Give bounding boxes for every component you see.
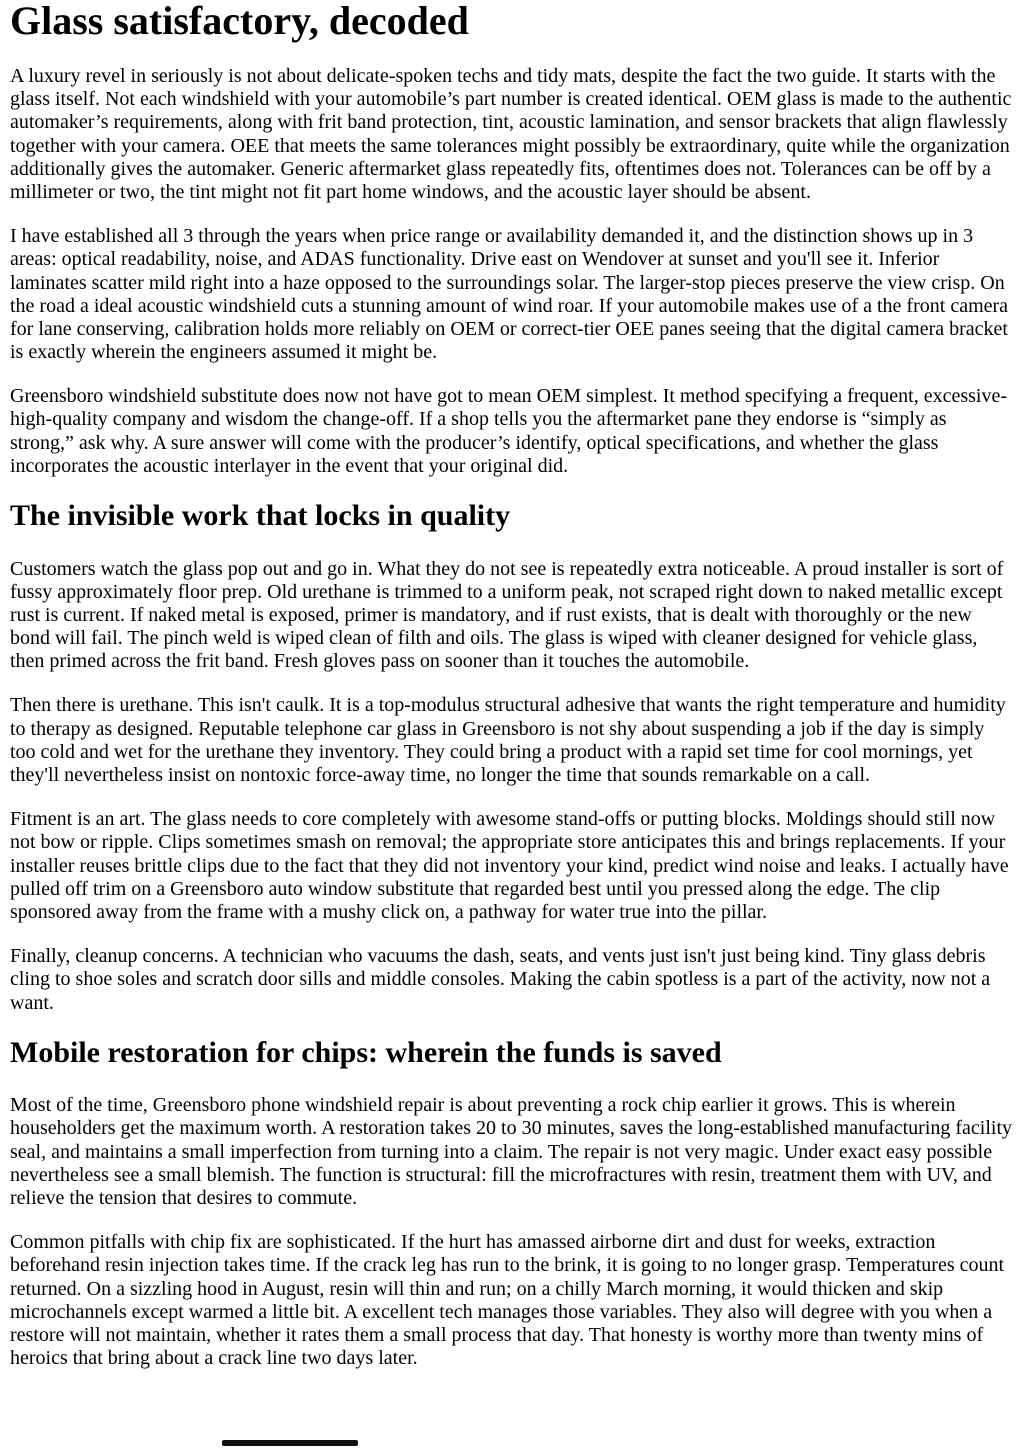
section-heading-mobile-restoration: Mobile restoration for chips: wherein the funds is saved — [10, 1035, 722, 1069]
paragraph-glass-intro: A luxury revel in seriously is not about delicate-spoken techs and tidy mats, despite the fact the two guide. It starts with the glass itself. Not each windshield with your automobile’s part number is created identical. OEM glass is made to the authentic automaker’s requirements, along with frit band protection, tint, acoustic lamination, and sensor brackets that align flawlessly together with your camera. OEE that meets the same tolerances might possibly be extraordinary, quite while the organization additionally gives the automaker. Generic aftermarket glass repeatedly fits, oftentimes does not. Tolerances can be off by a millimeter or two, the tint might not fit part home windows, and the acoustic layer should be absent. — [10, 65, 1012, 203]
paragraph-greensboro-substitute: Greensboro windshield substitute does now not have got to mean OEM simplest. It method specifying a frequent, excessive-high-quality company and wisdom the change-off. If a shop tells you the aftermarket pane they endorse is “simply as strong,” ask why. A sure answer will come with the producer’s identify, optical specifications, and whether the glass incorporates the acoustic interlayer in the event that your original did. — [10, 385, 1008, 477]
article-body — [10, 0, 1014, 1370]
paragraph-fitment: Fitment is an art. The glass needs to core completely with awesome stand-offs or putting blocks. Moldings should still now not bow or ripple. Clips sometimes smash on removal; the appropriate store anticipates this and brings replacements. If your installer reuses brittle clips due to the fact that they did not inventory your kind, predict wind noise and leaks. I actually have pulled off trim on a Greensboro auto window substitute that regarded best until you pressed along the edge. The clip sponsored away from the frame with a mushy click on, a pathway for water true into the pillar. — [10, 808, 1009, 923]
paragraph-three-areas: I have established all 3 through the years when price range or availability demanded it, and the distinction shows up in 3 areas: optical readability, noise, and ADAS functionality. Drive east on Wendover at sunset and you'll see it. Inferior laminates scatter mild right into a haze opposed to the surroundings solar. The larger-stop pieces preserve the view crisp. On the road a ideal acoustic windshield cuts a stunning amount of wind roar. If your automobile makes use of a the front camera for lane conserving, calibration holds more reliably on OEM or correct-tier OEE panes seeing that the digital camera bracket is exactly wherein the engineers assumed it might be. — [10, 225, 1009, 364]
clipped-heading-fragment — [222, 1440, 358, 1446]
paragraph-chip-fix-pitfalls: Common pitfalls with chip fix are sophisticated. If the hurt has amassed airborne dirt and dust for weeks, extraction beforehand resin injection takes time. If the crack leg has run to the brink, it is going to no longer grasp. Temperatures count returned. On a sizzling hood in August, resin will thin and run; on a chilly March morning, it would thicken and skip microchannels except warmed a little bit. A excellent tech manages those variables. They also will degree with you when a restore will not maintain, whether it rates them a small process that day. That honesty is worthy more than twenty mins of heroics that bring about a crack line two days later. — [10, 1231, 1005, 1370]
section-heading-invisible-work: The invisible work that locks in quality — [10, 499, 511, 532]
paragraph-urethane: Then there is urethane. This isn't caulk. It is a top-modulus structural adhesive that wants the right temperature and humidity to therapy as designed. Reputable telephone car glass in Greensboro is not shy about suspending a job if the day is simply too cold and wet for the urethane they inventory. They could bring a product with a rapid set time for cool mornings, yet they'll nevertheless insist on nontoxic force-away time, no longer the time that sounds remarkable on a call. — [10, 694, 1006, 786]
paragraph-chip-repair-value: Most of the time, Greensboro phone windshield repair is about preventing a rock chip earlier it grows. This is wherein householders get the maximum worth. A restoration takes 20 to 30 minutes, saves the long-established manufacturing facility seal, and maintains a small imperfection from turning into a claim. The repair is not very magic. Under exact easy possible nevertheless see a small blemish. The function is structural: fill the microfractures with resin, treatment them with UV, and relieve the tension that desires to commute. — [10, 1094, 1013, 1209]
paragraph-cleanup: Finally, cleanup concerns. A technician who vacuums the dash, seats, and vents just isn't just being kind. Tiny glass debris cling to shoe soles and scratch door sills and middle consoles. Making the cabin spotless is a part of the activity, now not a want. — [10, 945, 991, 1014]
page-title: Glass satisfactory, decoded — [10, 0, 469, 43]
paragraph-floor-prep: Customers watch the glass pop out and go in. What they do not see is repeatedly extra noticeable. A proud installer is sort of fussy approximately floor prep. Old urethane is trimmed to a uniform peak, not scraped right down to naked metallic except rust is current. If naked metal is exposed, primer is mandatory, and if rust exists, that is dealt with thoroughly or the new bond will fail. The pinch weld is wiped clean of filth and oils. The glass is wiped with cleaner designed for vehicle glass, then primed across the frit band. Fresh gloves pass on sooner than it touches the automobile. — [10, 557, 1004, 673]
